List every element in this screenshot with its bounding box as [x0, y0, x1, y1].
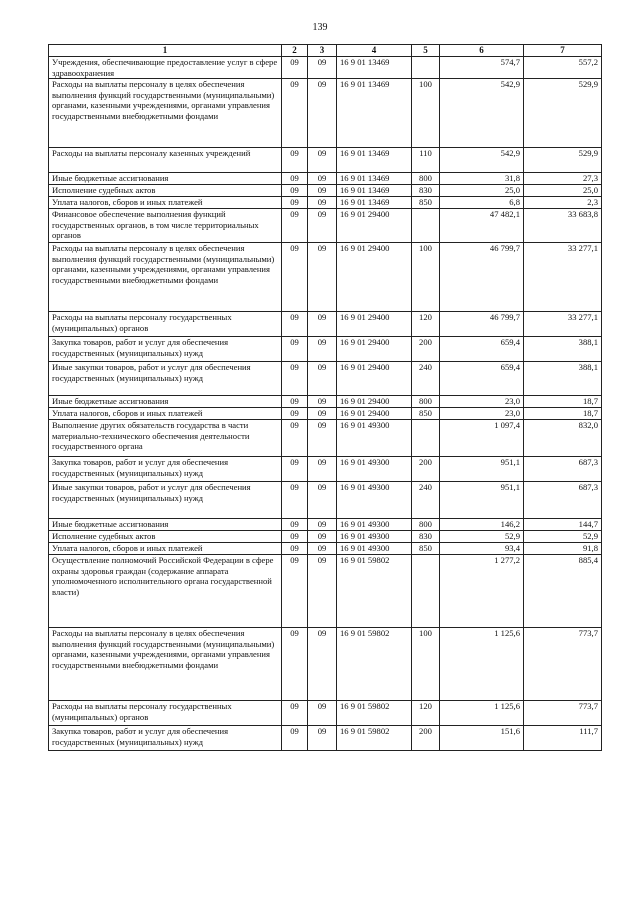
row-expense-type: 800	[412, 519, 440, 531]
header-col-3: 3	[308, 45, 337, 57]
row-target-code: 16 9 01 13469	[337, 173, 412, 185]
page-number: 139	[312, 22, 328, 33]
row-expense-type: 100	[412, 79, 440, 148]
row-target-code: 16 9 01 59802	[337, 701, 412, 726]
row-section: 09	[282, 482, 308, 519]
row-section: 09	[282, 531, 308, 543]
row-target-code: 16 9 01 13469	[337, 57, 412, 79]
row-amount-1: 659,4	[440, 337, 524, 362]
row-target-code: 16 9 01 29400	[337, 337, 412, 362]
row-amount-2: 832,0	[524, 420, 602, 457]
row-subsection: 09	[308, 628, 337, 701]
row-subsection: 09	[308, 726, 337, 751]
row-section: 09	[282, 628, 308, 701]
row-section: 09	[282, 408, 308, 420]
row-expense-type: 800	[412, 396, 440, 408]
row-expense-type	[412, 555, 440, 628]
row-target-code: 16 9 01 29400	[337, 408, 412, 420]
row-amount-1: 146,2	[440, 519, 524, 531]
table-row	[49, 209, 602, 243]
row-target-code: 16 9 01 29400	[337, 362, 412, 396]
row-name: Иные закупки товаров, работ и услуг для обеспечения государственных (муниципальных) нужд	[49, 482, 282, 519]
row-subsection: 09	[308, 420, 337, 457]
row-amount-2: 33 277,1	[524, 243, 602, 312]
row-expense-type: 200	[412, 457, 440, 482]
header-col-1: 1	[49, 45, 282, 57]
row-section: 09	[282, 420, 308, 457]
row-amount-1: 1 097,4	[440, 420, 524, 457]
row-subsection: 09	[308, 362, 337, 396]
row-target-code: 16 9 01 29400	[337, 312, 412, 337]
row-section: 09	[282, 197, 308, 209]
header-col-4: 4	[337, 45, 412, 57]
row-subsection: 09	[308, 701, 337, 726]
row-expense-type: 240	[412, 362, 440, 396]
row-section: 09	[282, 519, 308, 531]
row-expense-type	[412, 57, 440, 79]
row-amount-2: 388,1	[524, 362, 602, 396]
row-subsection: 09	[308, 457, 337, 482]
table-row	[49, 628, 602, 701]
row-section: 09	[282, 726, 308, 751]
row-amount-1: 52,9	[440, 531, 524, 543]
table-row	[49, 726, 602, 751]
header-col-7: 7	[524, 45, 602, 57]
row-name: Осуществление полномочий Российской Федерации в сфере охраны здоровья граждан (содержание аппарата уполномоченного исполнительного органа государственной власти)	[49, 555, 282, 628]
row-subsection: 09	[308, 312, 337, 337]
table-body	[49, 57, 602, 751]
row-subsection: 09	[308, 209, 337, 243]
row-section: 09	[282, 555, 308, 628]
row-expense-type: 830	[412, 531, 440, 543]
table-row	[49, 420, 602, 457]
row-name: Закупка товаров, работ и услуг для обеспечения государственных (муниципальных) нужд	[49, 337, 282, 362]
row-amount-1: 47 482,1	[440, 209, 524, 243]
table-row	[49, 312, 602, 337]
table-row	[49, 148, 602, 173]
row-amount-2: 18,7	[524, 396, 602, 408]
row-name: Расходы на выплаты персоналу казенных учреждений	[49, 148, 282, 173]
row-amount-2: 773,7	[524, 628, 602, 701]
row-amount-2: 52,9	[524, 531, 602, 543]
row-amount-1: 951,1	[440, 482, 524, 519]
row-target-code: 16 9 01 13469	[337, 185, 412, 197]
row-section: 09	[282, 396, 308, 408]
row-expense-type: 850	[412, 543, 440, 555]
row-expense-type: 100	[412, 243, 440, 312]
row-name: Закупка товаров, работ и услуг для обеспечения государственных (муниципальных) нужд	[49, 726, 282, 751]
row-amount-2: 529,9	[524, 148, 602, 173]
row-section: 09	[282, 209, 308, 243]
row-target-code: 16 9 01 49300	[337, 457, 412, 482]
row-amount-2: 687,3	[524, 457, 602, 482]
row-expense-type: 200	[412, 726, 440, 751]
row-expense-type: 120	[412, 701, 440, 726]
row-subsection: 09	[308, 555, 337, 628]
row-expense-type: 240	[412, 482, 440, 519]
table-row	[49, 197, 602, 209]
table-row	[49, 243, 602, 312]
row-target-code: 16 9 01 59802	[337, 628, 412, 701]
table-row	[49, 79, 602, 148]
table-row	[49, 57, 602, 79]
row-amount-1: 25,0	[440, 185, 524, 197]
table-row	[49, 531, 602, 543]
row-subsection: 09	[308, 185, 337, 197]
row-section: 09	[282, 701, 308, 726]
row-amount-2: 111,7	[524, 726, 602, 751]
row-amount-2: 33 683,8	[524, 209, 602, 243]
row-expense-type: 800	[412, 173, 440, 185]
row-amount-2: 687,3	[524, 482, 602, 519]
row-section: 09	[282, 543, 308, 555]
row-amount-1: 1 125,6	[440, 628, 524, 701]
table-row	[49, 701, 602, 726]
row-name: Уплата налогов, сборов и иных платежей	[49, 197, 282, 209]
row-expense-type	[412, 209, 440, 243]
row-expense-type: 200	[412, 337, 440, 362]
row-amount-2: 25,0	[524, 185, 602, 197]
row-subsection: 09	[308, 408, 337, 420]
table-row	[49, 173, 602, 185]
row-section: 09	[282, 173, 308, 185]
row-name: Иные закупки товаров, работ и услуг для обеспечения государственных (муниципальных) нужд	[49, 362, 282, 396]
row-amount-2: 33 277,1	[524, 312, 602, 337]
row-name: Учреждения, обеспечивающие предоставление услуг в сфере здравоохранения	[49, 57, 282, 79]
row-section: 09	[282, 337, 308, 362]
budget-table	[48, 44, 602, 751]
row-subsection: 09	[308, 173, 337, 185]
row-target-code: 16 9 01 49300	[337, 519, 412, 531]
row-target-code: 16 9 01 29400	[337, 243, 412, 312]
row-section: 09	[282, 148, 308, 173]
row-subsection: 09	[308, 243, 337, 312]
row-amount-1: 46 799,7	[440, 312, 524, 337]
row-amount-1: 93,4	[440, 543, 524, 555]
row-target-code: 16 9 01 49300	[337, 482, 412, 519]
table-row	[49, 337, 602, 362]
table-row	[49, 408, 602, 420]
row-name: Расходы на выплаты персоналу государственных (муниципальных) органов	[49, 312, 282, 337]
table-row	[49, 482, 602, 519]
row-name: Иные бюджетные ассигнования	[49, 173, 282, 185]
row-amount-1: 23,0	[440, 408, 524, 420]
row-amount-2: 529,9	[524, 79, 602, 148]
row-expense-type	[412, 420, 440, 457]
row-name: Иные бюджетные ассигнования	[49, 519, 282, 531]
row-amount-2: 388,1	[524, 337, 602, 362]
row-subsection: 09	[308, 337, 337, 362]
row-name: Расходы на выплаты персоналу в целях обеспечения выполнения функций государственными (муниципальными) органами, казенными учреждениями, органами управления государственными внебюджетными фондами	[49, 79, 282, 148]
row-amount-1: 659,4	[440, 362, 524, 396]
row-amount-2: 27,3	[524, 173, 602, 185]
row-amount-1: 1 277,2	[440, 555, 524, 628]
row-subsection: 09	[308, 148, 337, 173]
row-target-code: 16 9 01 13469	[337, 148, 412, 173]
row-amount-1: 46 799,7	[440, 243, 524, 312]
table-row	[49, 185, 602, 197]
row-subsection: 09	[308, 531, 337, 543]
row-section: 09	[282, 79, 308, 148]
table-row	[49, 396, 602, 408]
row-name: Расходы на выплаты персоналу в целях обеспечения выполнения функций государственными (муниципальными) органами, казенными учреждениями, органами управления государственными внебюджетными фондами	[49, 243, 282, 312]
row-name: Расходы на выплаты персоналу государственных (муниципальных) органов	[49, 701, 282, 726]
row-subsection: 09	[308, 79, 337, 148]
row-section: 09	[282, 362, 308, 396]
row-amount-2: 2,3	[524, 197, 602, 209]
row-section: 09	[282, 57, 308, 79]
header-row	[49, 45, 602, 57]
row-amount-2: 885,4	[524, 555, 602, 628]
row-target-code: 16 9 01 29400	[337, 209, 412, 243]
row-amount-1: 951,1	[440, 457, 524, 482]
row-subsection: 09	[308, 482, 337, 519]
row-name: Исполнение судебных актов	[49, 531, 282, 543]
row-name: Иные бюджетные ассигнования	[49, 396, 282, 408]
row-name: Исполнение судебных актов	[49, 185, 282, 197]
row-amount-1: 542,9	[440, 79, 524, 148]
row-target-code: 16 9 01 49300	[337, 420, 412, 457]
row-section: 09	[282, 457, 308, 482]
row-name: Уплата налогов, сборов и иных платежей	[49, 543, 282, 555]
row-name: Закупка товаров, работ и услуг для обеспечения государственных (муниципальных) нужд	[49, 457, 282, 482]
row-amount-1: 23,0	[440, 396, 524, 408]
row-amount-1: 574,7	[440, 57, 524, 79]
row-amount-1: 6,8	[440, 197, 524, 209]
row-amount-1: 31,8	[440, 173, 524, 185]
table-row	[49, 362, 602, 396]
table-row	[49, 543, 602, 555]
row-subsection: 09	[308, 543, 337, 555]
header-col-2: 2	[282, 45, 308, 57]
row-section: 09	[282, 243, 308, 312]
row-amount-2: 557,2	[524, 57, 602, 79]
row-subsection: 09	[308, 57, 337, 79]
header-col-5: 5	[412, 45, 440, 57]
row-amount-1: 151,6	[440, 726, 524, 751]
row-expense-type: 100	[412, 628, 440, 701]
table-row	[49, 519, 602, 531]
table-row	[49, 457, 602, 482]
row-subsection: 09	[308, 197, 337, 209]
row-subsection: 09	[308, 519, 337, 531]
row-expense-type: 110	[412, 148, 440, 173]
row-target-code: 16 9 01 49300	[337, 531, 412, 543]
row-amount-1: 542,9	[440, 148, 524, 173]
header-col-6: 6	[440, 45, 524, 57]
row-target-code: 16 9 01 29400	[337, 396, 412, 408]
row-expense-type: 830	[412, 185, 440, 197]
row-expense-type: 850	[412, 197, 440, 209]
row-name: Расходы на выплаты персоналу в целях обеспечения выполнения функций государственными (муниципальными) органами, казенными учреждениями, органами управления государственными внебюджетными фондами	[49, 628, 282, 701]
row-target-code: 16 9 01 59802	[337, 726, 412, 751]
row-amount-2: 91,8	[524, 543, 602, 555]
row-name: Уплата налогов, сборов и иных платежей	[49, 408, 282, 420]
table-row	[49, 555, 602, 628]
row-amount-2: 18,7	[524, 408, 602, 420]
row-amount-2: 773,7	[524, 701, 602, 726]
row-amount-2: 144,7	[524, 519, 602, 531]
row-subsection: 09	[308, 396, 337, 408]
row-name: Выполнение других обязательств государства в части материально-технического обеспечения деятельности государственного органа	[49, 420, 282, 457]
row-amount-1: 1 125,6	[440, 701, 524, 726]
row-target-code: 16 9 01 59802	[337, 555, 412, 628]
row-target-code: 16 9 01 13469	[337, 79, 412, 148]
row-expense-type: 850	[412, 408, 440, 420]
row-name: Финансовое обеспечение выполнения функций государственных органов, в том числе территориальных органов	[49, 209, 282, 243]
row-section: 09	[282, 312, 308, 337]
row-section: 09	[282, 185, 308, 197]
row-target-code: 16 9 01 49300	[337, 543, 412, 555]
row-expense-type: 120	[412, 312, 440, 337]
row-target-code: 16 9 01 13469	[337, 197, 412, 209]
